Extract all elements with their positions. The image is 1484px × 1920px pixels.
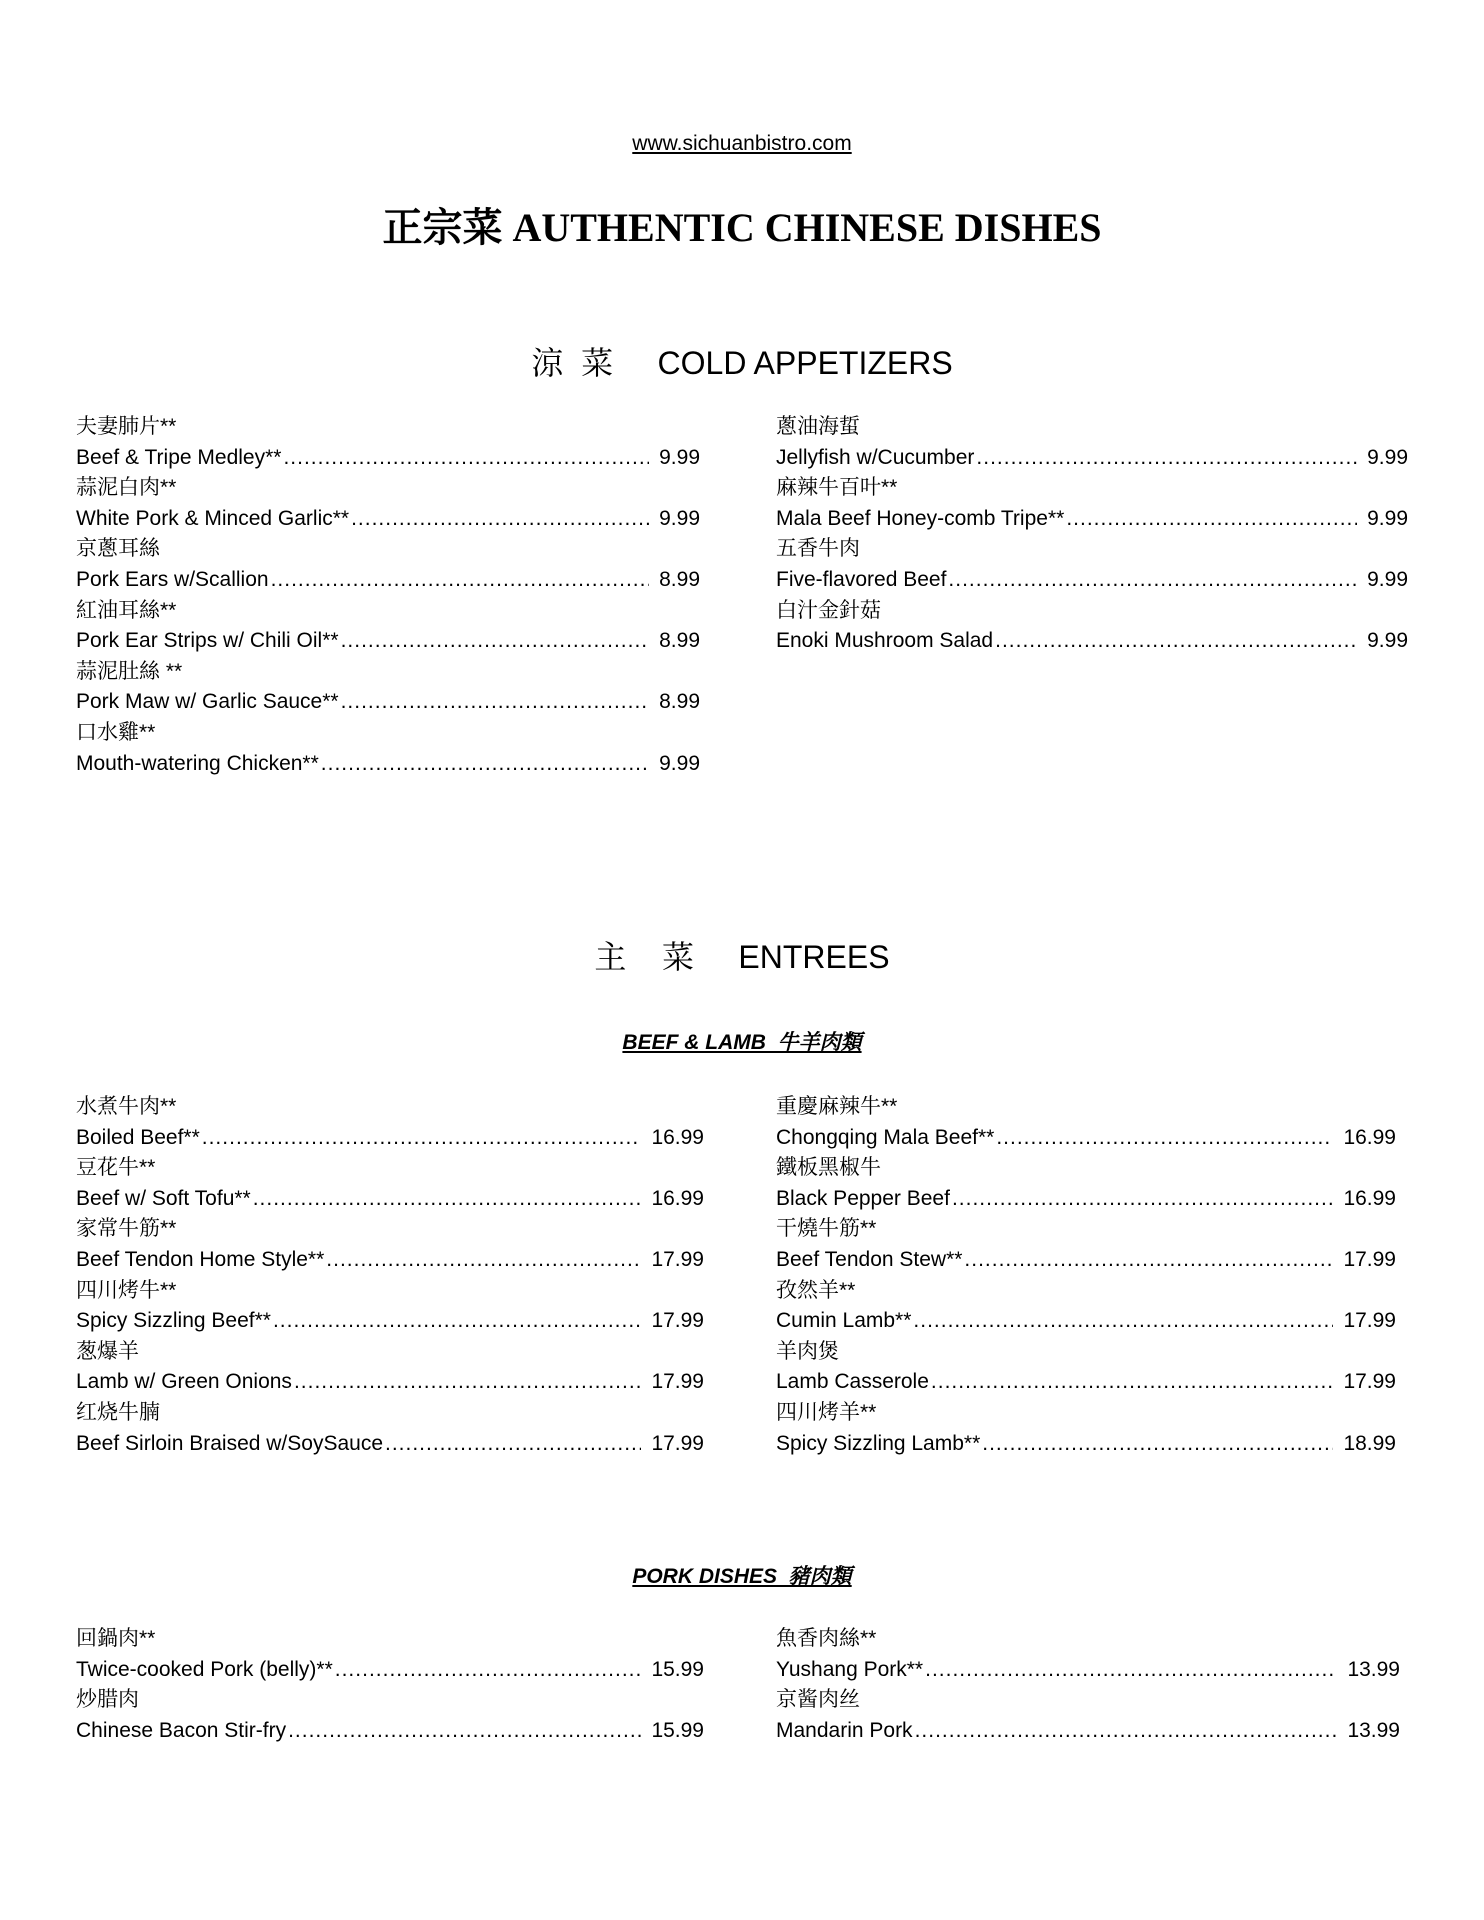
menu-item-english-name: Chongqing Mala Beef**	[776, 1125, 995, 1149]
menu-item-chinese-name: 羊肉煲	[776, 1339, 839, 1363]
menu-item	[76, 1153, 704, 1214]
menu-item-chinese-name: 水煮牛肉**	[76, 1095, 177, 1118]
menu-item	[776, 1685, 1400, 1746]
dot-leader	[294, 1367, 642, 1398]
menu-item	[776, 596, 1408, 657]
menu-item-chinese-name: 蔥油海蜇	[776, 415, 860, 438]
menu-item-english-name: Pork Ears w/Scallion	[76, 567, 269, 591]
dot-leader	[283, 443, 649, 474]
menu-item-line	[776, 565, 1408, 596]
dot-leader	[273, 1306, 642, 1337]
menu-item-price: 8.99	[659, 629, 700, 653]
menu-item-chinese-name: 口水雞**	[76, 720, 156, 744]
menu-item-price: 17.99	[651, 1431, 704, 1455]
menu-item-chinese-name: 干燒牛筋**	[776, 1217, 877, 1241]
menu-item-line	[776, 504, 1408, 535]
dot-leader	[925, 1655, 1337, 1686]
menu-item-chinese-name: 白汁金針菇	[776, 598, 881, 622]
menu-item	[776, 1153, 1396, 1214]
menu-item-english-name: Spicy Sizzling Beef**	[76, 1309, 271, 1333]
menu-item-price: 17.99	[651, 1309, 704, 1333]
menu-item-line	[76, 443, 700, 474]
menu-item-price: 17.99	[1343, 1247, 1396, 1271]
menu-item-line	[776, 1245, 1396, 1276]
menu-item	[76, 534, 700, 595]
menu-item-line	[776, 1306, 1396, 1337]
dot-leader	[321, 749, 649, 780]
menu-item-chinese-name: 四川烤羊**	[776, 1400, 877, 1424]
menu-item-price: 16.99	[1343, 1186, 1396, 1210]
menu-item-english-name: Beef w/ Soft Tofu**	[76, 1186, 251, 1210]
menu-item-line	[76, 687, 700, 718]
menu-item-english-name: Twice-cooked Pork (belly)**	[76, 1657, 333, 1681]
menu-item-english-name: Five-flavored Beef	[776, 567, 947, 591]
beef-lamb-heading: BEEF & LAMB 牛羊肉類	[622, 1031, 862, 1054]
menu-item-price: 15.99	[651, 1718, 704, 1742]
menu-item	[76, 1214, 704, 1275]
menu-item	[76, 1398, 704, 1459]
menu-item-chinese-name: 蒜泥白肉**	[76, 476, 177, 500]
menu-item-price: 9.99	[1367, 445, 1408, 469]
menu-item-english-name: Chinese Bacon Stir-fry	[76, 1718, 287, 1742]
dot-leader	[995, 626, 1357, 657]
menu-item-line	[76, 1245, 704, 1276]
menu-item-line	[776, 1429, 1396, 1460]
dot-leader	[1066, 504, 1357, 535]
dot-leader	[976, 443, 1357, 474]
menu-item-chinese-name: 蒜泥肚絲 **	[76, 659, 183, 683]
menu-item-chinese-name: 豆花牛**	[76, 1156, 156, 1180]
dot-leader	[996, 1123, 1333, 1154]
dot-leader	[326, 1245, 641, 1276]
menu-item-english-name: Yushang Pork**	[776, 1657, 924, 1681]
menu-item-english-name: Jellyfish w/Cucumber	[776, 445, 975, 469]
menu-item	[776, 473, 1408, 534]
menu-item	[76, 412, 700, 473]
menu-item-price: 15.99	[651, 1657, 704, 1681]
menu-item-english-name: Lamb Casserole	[776, 1370, 929, 1394]
menu-item	[76, 1276, 704, 1337]
menu-item	[776, 1092, 1396, 1153]
beef-lamb-right-column	[776, 1092, 1396, 1459]
menu-item-price: 16.99	[1343, 1125, 1396, 1149]
menu-item-line	[76, 626, 700, 657]
menu-item	[76, 657, 700, 718]
menu-item-line	[776, 1184, 1396, 1215]
dot-leader	[948, 565, 1357, 596]
cold-appetizers-left-column	[76, 412, 700, 779]
menu-item-line	[76, 1716, 704, 1747]
menu-item-english-name: Beef Tendon Home Style**	[76, 1247, 325, 1271]
dot-leader	[964, 1245, 1333, 1276]
beef-lamb-left-column	[76, 1092, 704, 1459]
dot-leader	[288, 1716, 641, 1747]
menu-item-line	[76, 1367, 704, 1398]
pork-dishes-heading: PORK DISHES 豬肉類	[632, 1565, 852, 1588]
menu-item-english-name: Beef & Tripe Medley**	[76, 445, 282, 469]
menu-item-chinese-name: 五香牛肉	[776, 537, 860, 561]
menu-item-english-name: Mouth-watering Chicken**	[76, 751, 319, 775]
menu-item-price: 9.99	[659, 506, 700, 530]
menu-item-chinese-name: 葱爆羊	[76, 1339, 139, 1363]
menu-item-english-name: Cumin Lamb**	[776, 1309, 912, 1333]
pork-left-column	[76, 1624, 704, 1746]
menu-item	[76, 596, 700, 657]
menu-item	[776, 1398, 1396, 1459]
menu-item-line	[76, 1184, 704, 1215]
menu-item-chinese-name: 魚香肉絲**	[776, 1627, 877, 1650]
cold-appetizers-right-column	[776, 412, 1408, 657]
menu-item-english-name: Mala Beef Honey-comb Tripe**	[776, 506, 1065, 530]
cold-appetizers-heading: 涼 菜 COLD APPETIZERS	[531, 345, 953, 381]
menu-item-chinese-name: 鐵板黑椒牛	[776, 1156, 881, 1180]
dot-leader	[202, 1123, 642, 1154]
menu-item	[776, 412, 1408, 473]
menu-item	[776, 1276, 1396, 1337]
menu-item-english-name: White Pork & Minced Garlic**	[76, 506, 350, 530]
menu-item-line	[76, 1123, 704, 1154]
menu-url[interactable]: www.sichuanbistro.com	[632, 132, 852, 155]
menu-item-english-name: Pork Maw w/ Garlic Sauce**	[76, 690, 339, 714]
menu-item-price: 9.99	[1367, 506, 1408, 530]
menu-item-price: 17.99	[1343, 1370, 1396, 1394]
dot-leader	[385, 1429, 641, 1460]
menu-item-chinese-name: 紅油耳絲**	[76, 598, 177, 622]
menu-item-chinese-name: 红烧牛腩	[76, 1400, 160, 1424]
menu-item-line	[776, 443, 1408, 474]
menu-item-english-name: Black Pepper Beef	[776, 1186, 950, 1210]
menu-item-price: 8.99	[659, 690, 700, 714]
menu-title: 正宗菜 AUTHENTIC CHINESE DISHES	[382, 205, 1102, 250]
menu-item	[776, 1624, 1400, 1685]
menu-item-english-name: Spicy Sizzling Lamb**	[776, 1431, 981, 1455]
menu-item-line	[776, 626, 1408, 657]
menu-item-english-name: Mandarin Pork	[776, 1718, 913, 1742]
menu-item	[776, 1337, 1396, 1398]
dot-leader	[341, 626, 650, 657]
menu-item-english-name: Pork Ear Strips w/ Chili Oil**	[76, 629, 339, 653]
menu-item-price: 9.99	[1367, 629, 1408, 653]
dot-leader	[952, 1184, 1334, 1215]
menu-item-line	[76, 1429, 704, 1460]
menu-item-price: 16.99	[651, 1125, 704, 1149]
menu-item-english-name: Enoki Mushroom Salad	[776, 629, 994, 653]
menu-item-price: 17.99	[1343, 1309, 1396, 1333]
dot-leader	[913, 1306, 1333, 1337]
menu-item	[776, 1214, 1396, 1275]
menu-item-line	[76, 504, 700, 535]
dot-leader	[351, 504, 649, 535]
menu-item-price: 18.99	[1343, 1431, 1396, 1455]
dot-leader	[253, 1184, 642, 1215]
menu-item-english-name: Lamb w/ Green Onions	[76, 1370, 292, 1394]
entrees-heading: 主 菜 ENTREES	[594, 939, 890, 975]
menu-item-price: 17.99	[651, 1247, 704, 1271]
menu-item	[76, 1624, 704, 1685]
menu-item-line	[776, 1367, 1396, 1398]
menu-item-chinese-name: 家常牛筋**	[76, 1217, 177, 1241]
dot-leader	[341, 687, 650, 718]
menu-item-chinese-name: 麻辣牛百叶**	[776, 476, 898, 500]
pork-right-column	[776, 1624, 1400, 1746]
menu-item-line	[76, 565, 700, 596]
menu-item-chinese-name: 重慶麻辣牛**	[776, 1095, 898, 1118]
menu-item-line	[76, 749, 700, 780]
menu-item-price: 13.99	[1347, 1657, 1400, 1681]
menu-item-english-name: Boiled Beef**	[76, 1125, 200, 1149]
menu-item-price: 8.99	[659, 567, 700, 591]
menu-item-line	[776, 1655, 1400, 1686]
menu-item-chinese-name: 京蔥耳絲	[76, 537, 160, 561]
dot-leader	[931, 1367, 1334, 1398]
menu-item	[76, 1337, 704, 1398]
menu-item-chinese-name: 夫妻肺片**	[76, 415, 177, 438]
dot-leader	[335, 1655, 642, 1686]
menu-item	[76, 1092, 704, 1153]
menu-item	[76, 1685, 704, 1746]
dot-leader	[982, 1429, 1333, 1460]
menu-item	[776, 534, 1408, 595]
menu-item-price: 9.99	[659, 751, 700, 775]
menu-item-price: 9.99	[1367, 567, 1408, 591]
menu-item-line	[76, 1655, 704, 1686]
menu-item-chinese-name: 四川烤牛**	[76, 1278, 177, 1302]
menu-item-price: 9.99	[659, 445, 700, 469]
menu-item-english-name: Beef Sirloin Braised w/SoySauce	[76, 1431, 383, 1455]
menu-item-price: 17.99	[651, 1370, 704, 1394]
menu-item-price: 16.99	[651, 1186, 704, 1210]
menu-item-chinese-name: 孜然羊**	[776, 1278, 856, 1302]
dot-leader	[915, 1716, 1338, 1747]
menu-item-line	[76, 1306, 704, 1337]
menu-item	[76, 473, 700, 534]
menu-item-line	[776, 1123, 1396, 1154]
menu-item-chinese-name: 回鍋肉**	[76, 1627, 156, 1650]
menu-item-chinese-name: 京酱肉丝	[776, 1688, 860, 1712]
menu-item	[76, 718, 700, 779]
menu-item-english-name: Beef Tendon Stew**	[776, 1247, 963, 1271]
menu-item-price: 13.99	[1347, 1718, 1400, 1742]
menu-item-line	[776, 1716, 1400, 1747]
dot-leader	[271, 565, 650, 596]
menu-item-chinese-name: 炒腊肉	[76, 1688, 139, 1712]
